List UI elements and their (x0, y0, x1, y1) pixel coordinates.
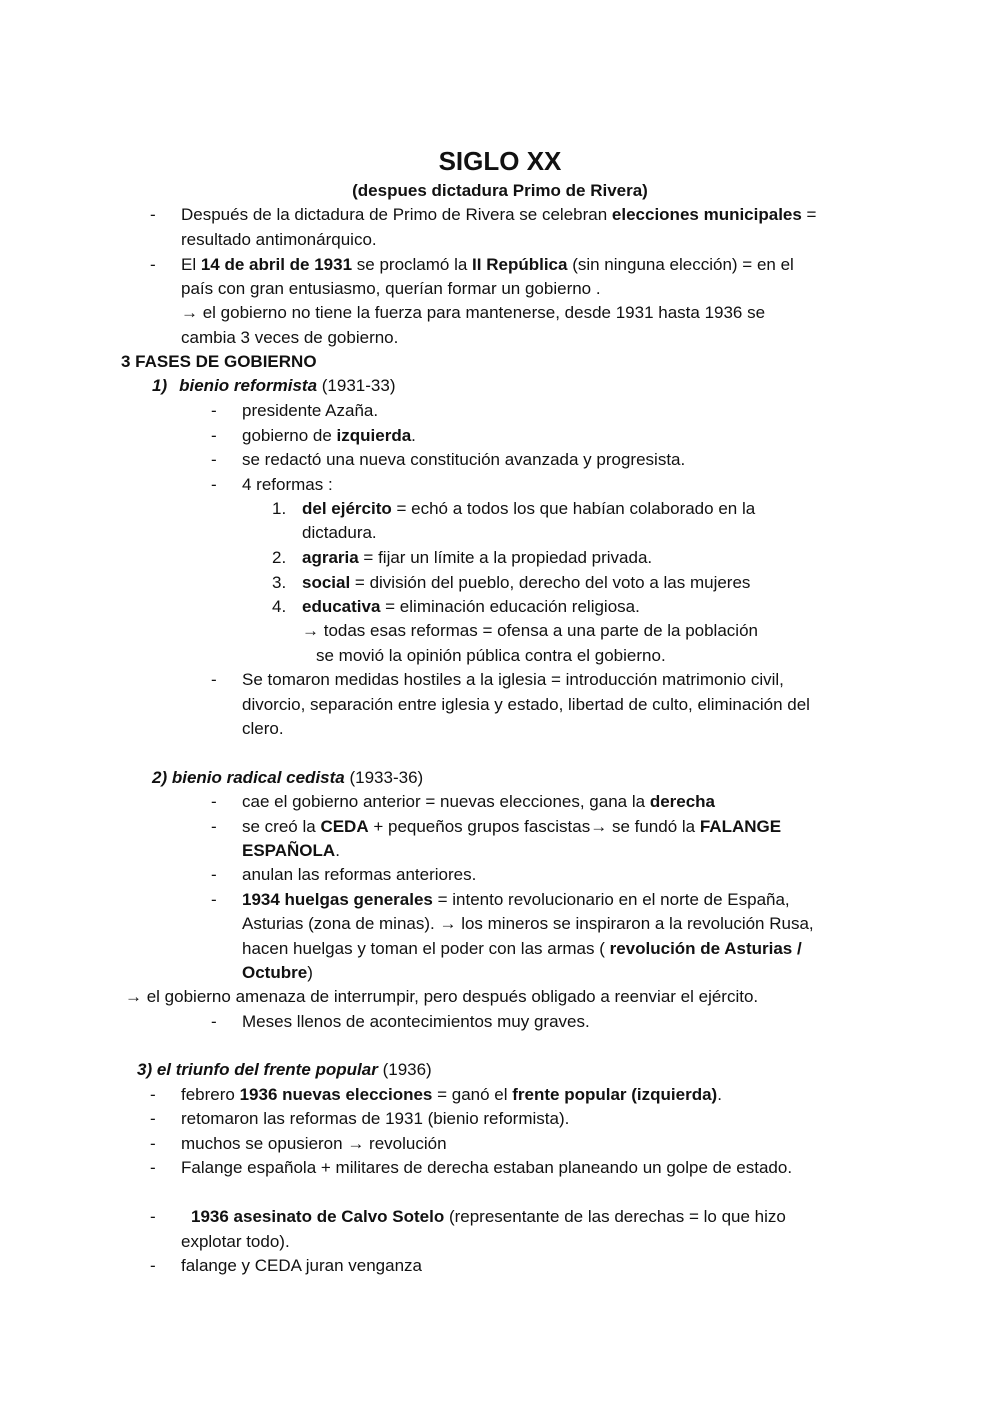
fase-2-item-4-line-2: Asturias (zona de minas). → los mineros se inspiraron a la revolución Rusa, (242, 914, 814, 933)
fase-2-item-3: anulan las reformas anteriores. (242, 865, 477, 884)
fase-1-item-1: presidente Azaña. (242, 401, 379, 420)
reforma-1: del ejército = echó a todos los que habían colaborado en la (302, 499, 756, 518)
fase-1-heading: 1) bienio reformista (1931-33) (152, 376, 396, 395)
reforma-1-number: 1. (272, 499, 287, 518)
bullet-dash: - (150, 1256, 156, 1275)
bullet-dash: - (150, 1158, 156, 1177)
reforma-1-cont: dictadura. (302, 523, 377, 542)
reforma-4-number: 4. (272, 597, 287, 616)
bullet-dash: - (211, 450, 217, 469)
intro-bullet-2-line-4: cambia 3 veces de gobierno. (181, 328, 399, 347)
fase-3-heading: 3) el triunfo del frente popular (1936) (137, 1060, 432, 1079)
bullet-dash: - (211, 1012, 217, 1031)
fase-2-heading: 2) bienio radical cedista (1933-36) (152, 768, 424, 787)
fase-2-item-2: se creó la CEDA + pequeños grupos fascistas→ se fundó la FALANGE (242, 817, 782, 836)
bullet-dash: - (211, 426, 217, 445)
reformas-note-1: → todas esas reformas = ofensa a una parte de la población (302, 621, 758, 640)
bullet-dash: - (211, 475, 217, 494)
bullet-dash: - (211, 890, 217, 909)
fase-1-item-3: se redactó una nueva constitución avanzada y progresista. (242, 450, 686, 469)
fase-3-item-4: Falange española + militares de derecha estaban planeando un golpe de estado. (181, 1158, 793, 1177)
intro-bullet-2: El 14 de abril de 1931 se proclamó la II República (sin ninguna elección) = en el (181, 255, 794, 274)
bullet-dash: - (150, 1207, 156, 1226)
fase-2-item-4-line-4: Octubre) (242, 963, 313, 982)
reforma-3: social = división del pueblo, derecho del voto a las mujeres (302, 573, 751, 592)
bullet-dash: - (211, 670, 217, 689)
fase-1-item-5-line-3: clero. (242, 719, 284, 738)
fase-3-item-5-cont: explotar todo). (181, 1232, 290, 1251)
reforma-3-number: 3. (272, 573, 287, 592)
fase-2-item-4: 1934 huelgas generales = intento revolucionario en el norte de España, (242, 890, 790, 909)
bullet-dash: - (211, 792, 217, 811)
reforma-2-number: 2. (272, 548, 287, 567)
bullet-dash: - (211, 401, 217, 420)
reforma-4: educativa = eliminación educación religiosa. (302, 597, 640, 616)
bullet-dash: - (150, 1109, 156, 1128)
page-title: SIGLO XX (438, 146, 562, 176)
intro-bullet-1-cont: resultado antimonárquico. (181, 230, 377, 249)
fase-3-item-6: falange y CEDA juran venganza (181, 1256, 422, 1275)
fase-3-item-3: muchos se opusieron → revolución (181, 1134, 447, 1153)
intro-bullet-2-line-3: → el gobierno no tiene la fuerza para mantenerse, desde 1931 hasta 1936 se (181, 303, 766, 322)
reformas-note-2: se movió la opinión pública contra el gobierno. (316, 646, 666, 665)
fase-3-item-2: retomaron las reformas de 1931 (bienio reformista). (181, 1109, 570, 1128)
intro-bullet-1: Después de la dictadura de Primo de Rivera se celebran elecciones municipales = (181, 205, 817, 224)
fase-1-item-4: 4 reformas : (242, 475, 333, 494)
fase-1-item-5: Se tomaron medidas hostiles a la iglesia = introducción matrimonio civil, (242, 670, 784, 689)
bullet-dash: - (211, 865, 217, 884)
bullet-dash: - (150, 205, 156, 224)
fase-3-item-5: 1936 asesinato de Calvo Sotelo (representante de las derechas = lo que hizo (191, 1207, 786, 1226)
bullet-dash: - (150, 1085, 156, 1104)
fase-2-item-1: cae el gobierno anterior = nuevas elecciones, gana la derecha (242, 792, 716, 811)
fase-2-item-2-cont: ESPAÑOLA. (242, 841, 340, 860)
fase-2-arrow-note: → el gobierno amenaza de interrumpir, pero después obligado a reenviar el ejército. (125, 987, 759, 1006)
fases-heading: 3 FASES DE GOBIERNO (121, 352, 317, 371)
bullet-dash: - (150, 255, 156, 274)
fase-2-item-5: Meses llenos de acontecimientos muy graves. (242, 1012, 590, 1031)
fase-2-item-4-line-3: hacen huelgas y toman el poder con las armas ( revolución de Asturias / (242, 939, 802, 958)
bullet-dash: - (211, 817, 217, 836)
fase-3-item-1: febrero 1936 nuevas elecciones = ganó el frente popular (izquierda). (181, 1085, 722, 1104)
fase-1-item-5-line-2: divorcio, separación entre iglesia y estado, libertad de culto, eliminación del (242, 695, 810, 714)
intro-bullet-2-line-2: país con gran entusiasmo, querían formar un gobierno . (181, 279, 601, 298)
reforma-2: agraria = fijar un límite a la propiedad privada. (302, 548, 653, 567)
fase-1-item-2: gobierno de izquierda. (242, 426, 416, 445)
bullet-dash: - (150, 1134, 156, 1153)
page-subtitle: (despues dictadura Primo de Rivera) (352, 181, 648, 200)
